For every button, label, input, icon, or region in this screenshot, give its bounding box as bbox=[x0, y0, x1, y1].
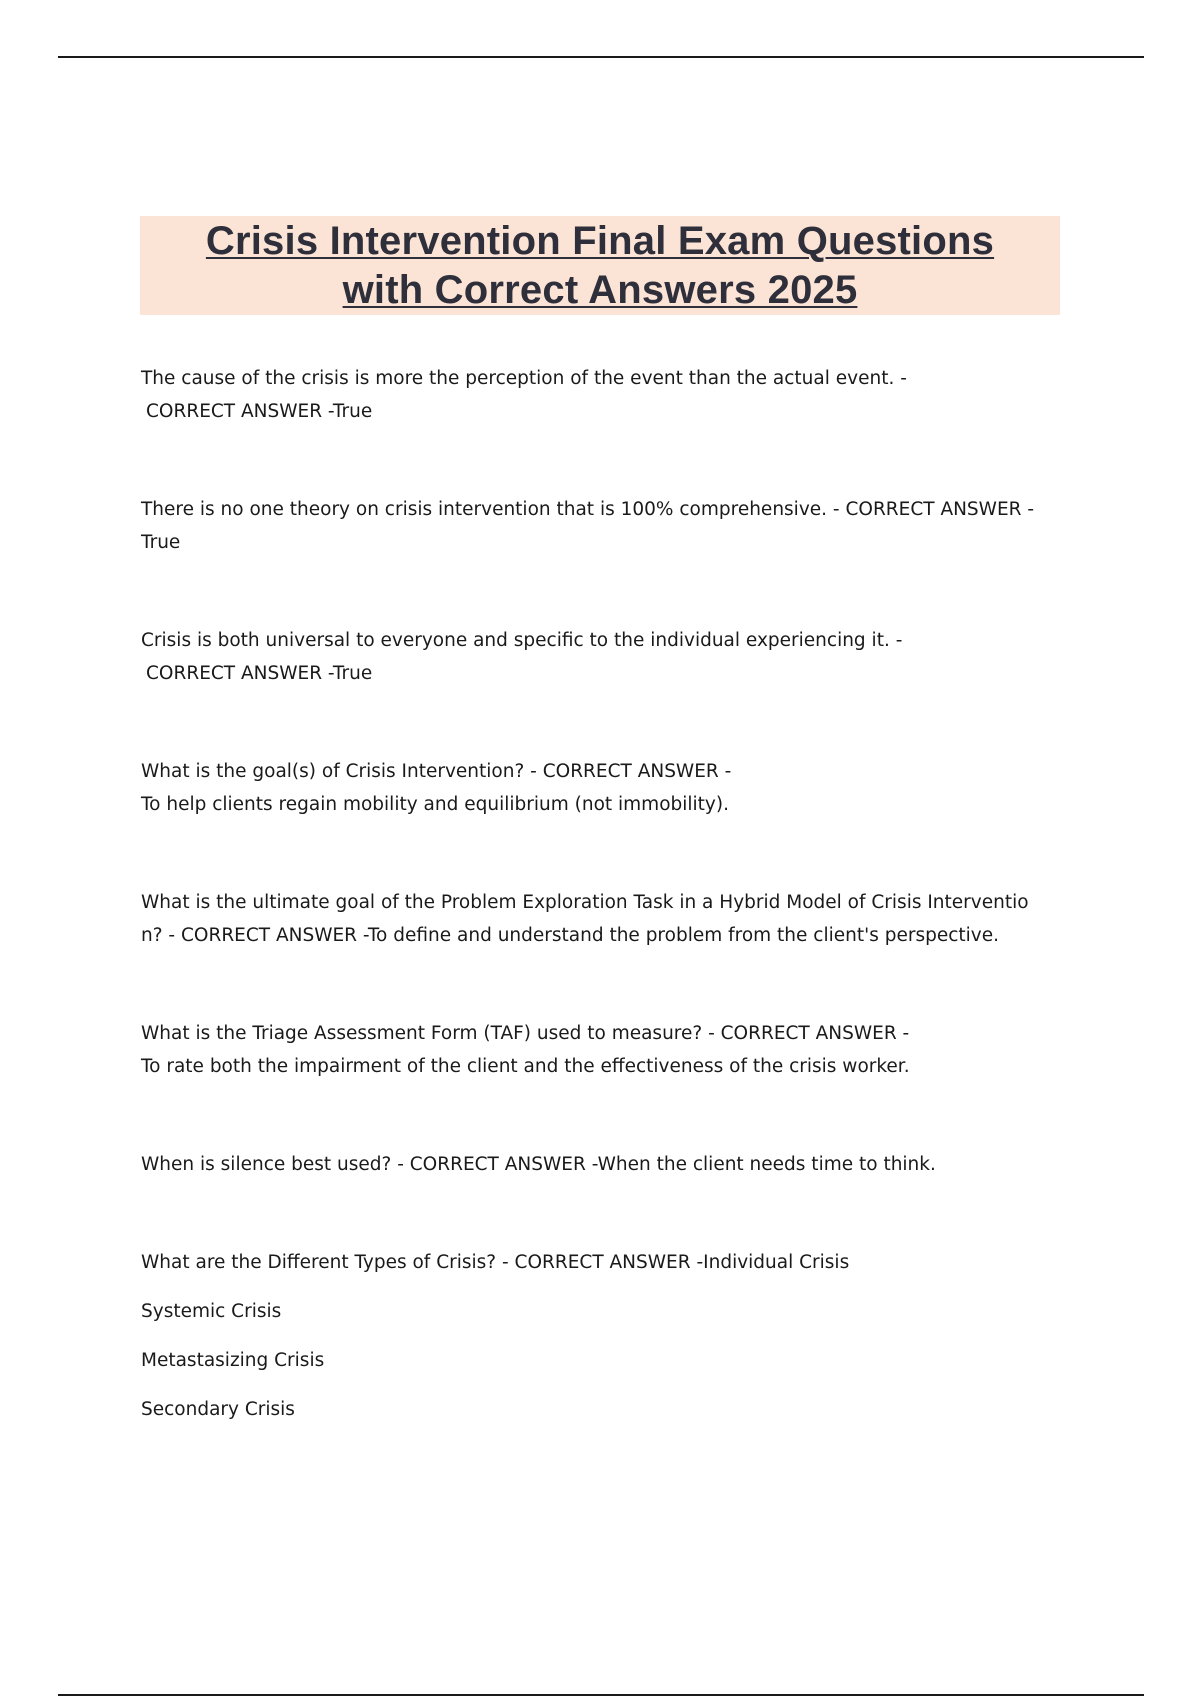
answer-text: To rate both the impairment of the client and the effectiveness of the crisis worker. bbox=[141, 1056, 910, 1077]
answer-text: To help clients regain mobility and equilibrium (not immobility). bbox=[141, 794, 729, 815]
answer-text: True bbox=[141, 532, 181, 553]
document-title bbox=[206, 217, 994, 315]
crisis-type-item: Systemic Crisis bbox=[141, 1301, 282, 1322]
qa-item-4 bbox=[141, 755, 1071, 821]
crisis-type-item: Metastasizing Crisis bbox=[141, 1350, 325, 1371]
question-text: What is the goal(s) of Crisis Intervention? - CORRECT ANSWER - bbox=[141, 761, 732, 782]
question-text: What is the Triage Assessment Form (TAF) used to measure? - CORRECT ANSWER - bbox=[141, 1023, 910, 1044]
question-text: The cause of the crisis is more the perception of the event than the actual event. - bbox=[141, 368, 907, 389]
question-text: When is silence best used? - CORRECT ANSWER -When the client needs time to think. bbox=[141, 1154, 936, 1175]
qa-item-7 bbox=[141, 1148, 1071, 1181]
qa-item-8 bbox=[141, 1246, 1071, 1279]
question-text: What is the ultimate goal of the Problem Exploration Task in a Hybrid Model of Crisis Interventio bbox=[141, 892, 1029, 913]
title-banner bbox=[140, 216, 1060, 315]
answer-text: CORRECT ANSWER -True bbox=[146, 401, 373, 422]
qa-item-2 bbox=[141, 493, 1071, 559]
question-text: There is no one theory on crisis intervention that is 100% comprehensive. - CORRECT ANSWER - bbox=[141, 499, 1035, 520]
bottom-rule bbox=[58, 1694, 1144, 1696]
title-line-2: with Correct Answers 2025 bbox=[342, 267, 858, 312]
qa-item-1 bbox=[141, 362, 1071, 428]
crisis-type-item: Secondary Crisis bbox=[141, 1399, 295, 1420]
title-line-1: Crisis Intervention Final Exam Questions bbox=[205, 218, 995, 263]
answer-text: n? - CORRECT ANSWER -To define and understand the problem from the client's perspective. bbox=[141, 925, 999, 946]
answer-text: CORRECT ANSWER -True bbox=[146, 663, 373, 684]
top-rule bbox=[58, 56, 1144, 58]
qa-item-3 bbox=[141, 624, 1071, 690]
qa-item-6 bbox=[141, 1017, 1071, 1083]
question-text: What are the Different Types of Crisis? - CORRECT ANSWER -Individual Crisis bbox=[141, 1252, 850, 1273]
qa-item-5 bbox=[141, 886, 1071, 952]
question-text: Crisis is both universal to everyone and specific to the individual experiencing it. - bbox=[141, 630, 903, 651]
